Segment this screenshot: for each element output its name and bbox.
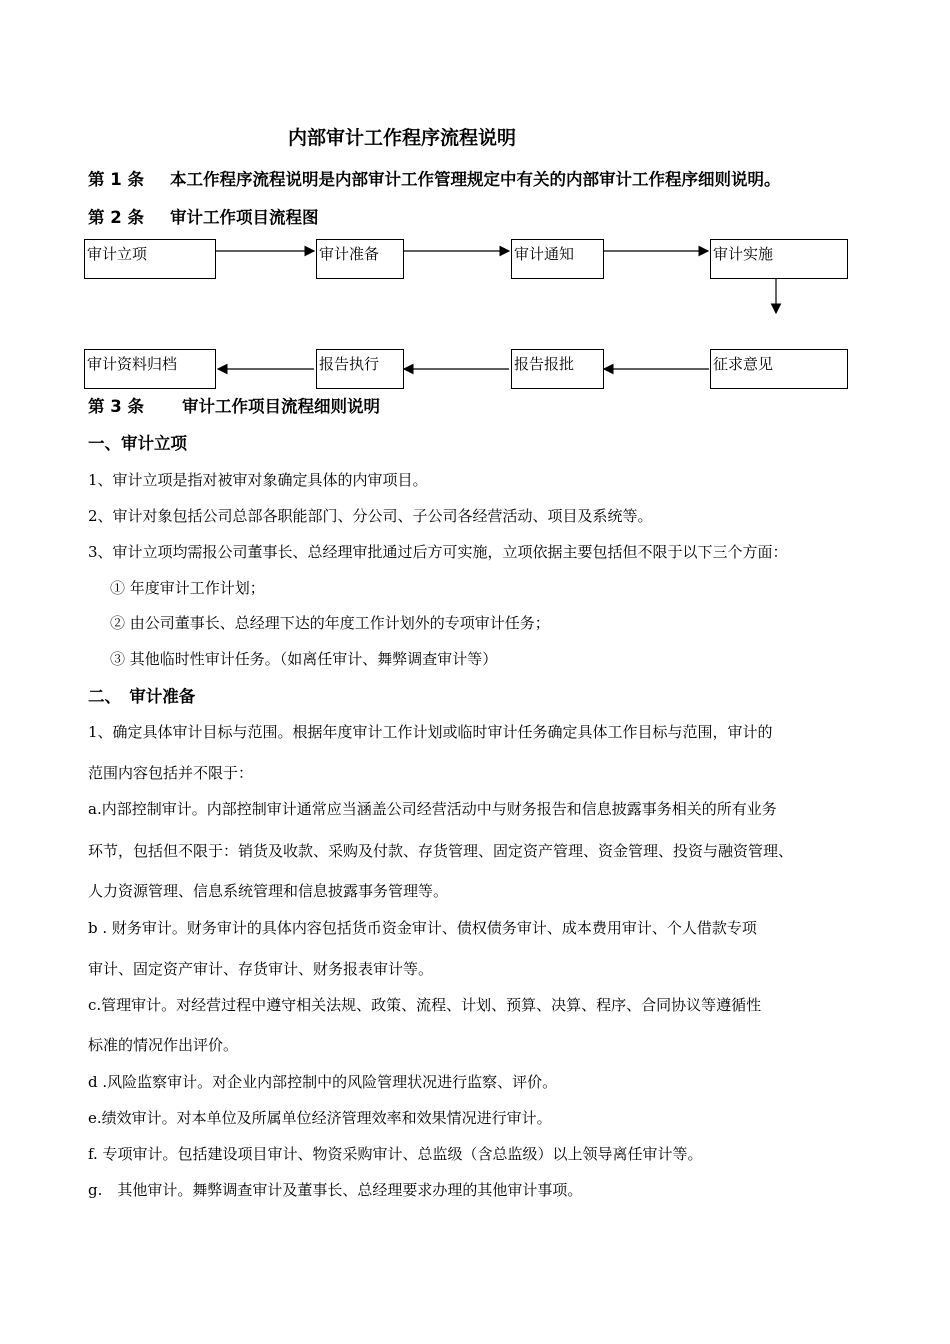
article-2-text: 审计工作项目流程图 <box>170 208 319 227</box>
flow-step-report-approval: 报告报批 <box>511 349 604 389</box>
section-2-item-a: a.内部控制审计。内部控制审计通常应当涵盖公司经营活动中与财务报告和信息披露事务相关的所有业务 <box>88 800 777 818</box>
section-2-paragraph: 1、确定具体审计目标与范围。根据年度审计工作计划或临时审计任务确定具体工作目标与范围，审计的 <box>88 723 773 741</box>
section-2-paragraph: 范围内容包括并不限于： <box>88 764 254 782</box>
article-1-number: 第 1 条 <box>88 170 144 189</box>
section-1-heading: 一、审计立项 <box>88 434 187 453</box>
flow-step-solicit-opinions: 征求意见 <box>710 349 848 389</box>
section-2-item-b: 审计、固定资产审计、存货审计、财务报表审计等。 <box>88 960 434 978</box>
flow-step-report-execution: 报告执行 <box>316 349 404 389</box>
section-1-paragraph: 1、审计立项是指对被审对象确定具体的内审项目。 <box>88 471 428 489</box>
flow-step-audit-notice: 审计通知 <box>511 239 604 279</box>
section-2-item-e: e.绩效审计。对本单位及所属单位经济管理效率和效果情况进行审计。 <box>88 1109 552 1127</box>
section-2-item-a: 环节，包括但不限于：销货及收款、采购及付款、存货管理、固定资产管理、资金管理、投资与融资管理、 <box>88 842 794 860</box>
section-1-list-item: ② 由公司董事长、总经理下达的年度工作计划外的专项审计任务； <box>110 614 550 632</box>
flow-step-audit-implementation: 审计实施 <box>710 239 848 279</box>
section-2-item-c: c.管理审计。对经营过程中遵守相关法规、政策、流程、计划、预算、决算、程序、合同协议等遵循性 <box>88 996 762 1014</box>
section-2-item-f: f. 专项审计。包括建设项目审计、物资采购审计、总监级（含总监级）以上领导离任审计等。 <box>88 1145 703 1163</box>
article-2-number: 第 2 条 <box>88 208 144 227</box>
section-2-item-g: g. 其他审计。舞弊调查审计及董事长、总经理要求办理的其他审计事项。 <box>88 1181 583 1199</box>
article-3-text: 审计工作项目流程细则说明 <box>182 397 380 416</box>
article-3-number: 第 3 条 <box>88 397 144 416</box>
article-1-text: 本工作程序流程说明是内部审计工作管理规定中有关的内部审计工作程序细则说明。 <box>170 170 781 189</box>
section-1-paragraph: 2、审计对象包括公司总部各职能部门、分公司、子公司各经营活动、项目及系统等。 <box>88 507 653 525</box>
section-2-item-a: 人力资源管理、信息系统管理和信息披露事务管理等。 <box>88 882 449 900</box>
section-2-heading: 二、 审计准备 <box>88 687 196 706</box>
flow-step-audit-preparation: 审计准备 <box>316 239 404 279</box>
section-1-list-item: ③ 其他临时性审计任务。（如离任审计、舞弊调查审计等） <box>110 650 498 668</box>
page-title: 内部审计工作程序流程说明 <box>288 127 517 149</box>
section-2-item-b: b . 财务审计。财务审计的具体内容包括货币资金审计、债权债务审计、成本费用审计、个人借款专项 <box>88 919 757 937</box>
flow-step-audit-initiation: 审计立项 <box>84 239 216 279</box>
section-1-paragraph: 3、审计立项均需报公司董事长、总经理审批通过后方可实施，立项依据主要包括但不限于以下三个方面： <box>88 543 788 561</box>
section-1-list-item: ① 年度审计工作计划； <box>110 579 265 597</box>
section-2-item-c: 标准的情况作出评价。 <box>88 1036 239 1054</box>
section-2-item-d: d .风险监察审计。对企业内部控制中的风险管理状况进行监察、评价。 <box>88 1073 558 1091</box>
flow-step-archive: 审计资料归档 <box>84 349 216 389</box>
